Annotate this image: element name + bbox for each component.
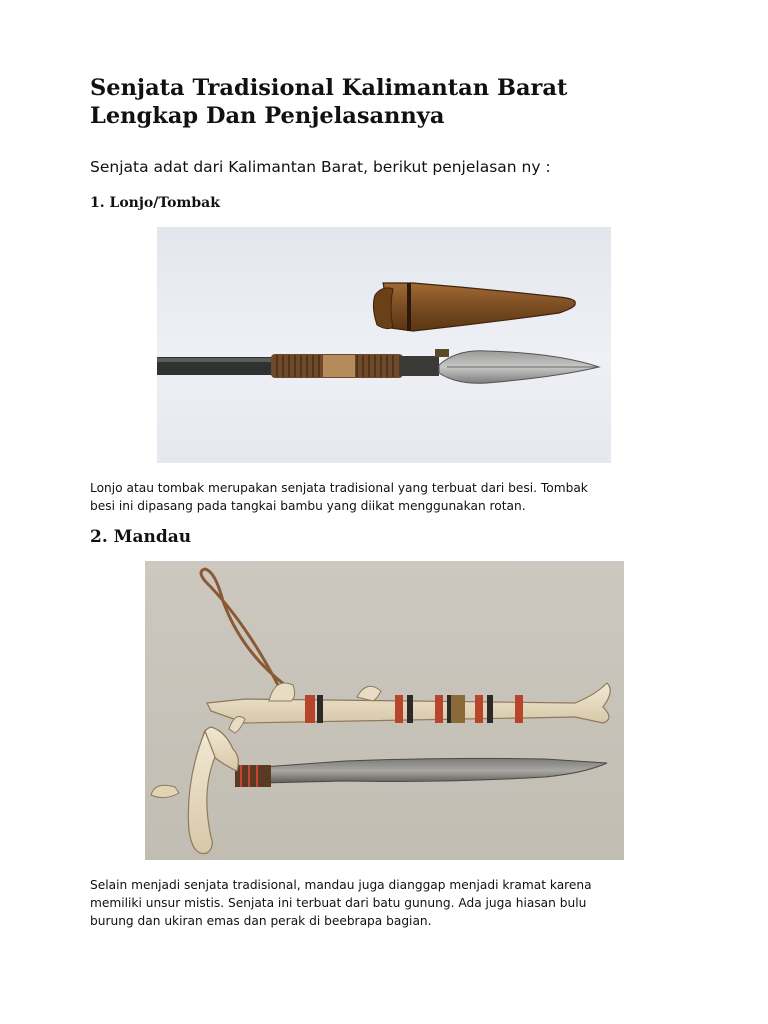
article-title: [90, 74, 710, 130]
article-title-line-1: Senjata Tradisional Kalimantan Barat: [90, 75, 568, 101]
mandau-description-line-2: memiliki unsur mistis. Senjata ini terbuat dari batu gunung. Ada juga hiasan bulu: [90, 896, 587, 910]
section-heading-lonjo: 1. Lonjo/Tombak: [90, 195, 220, 211]
article-title-line-2: Lengkap Dan Penjelasannya: [90, 103, 445, 129]
lonjo-description-line-1: Lonjo atau tombak merupakan senjata tradisional yang terbuat dari besi. Tombak: [90, 481, 588, 495]
mandau-description: [90, 876, 680, 930]
lonjo-tombak-photo: [157, 227, 611, 463]
mandau-photo: [145, 561, 624, 860]
section-heading-mandau: 2. Mandau: [90, 527, 192, 547]
mandau-description-line-3: burung dan ukiran emas dan perak di beebrapa bagian.: [90, 914, 432, 928]
intro-text: Senjata adat dari Kalimantan Barat, berikut penjelasan ny :: [90, 158, 551, 176]
mandau-description-line-1: Selain menjadi senjata tradisional, mandau juga dianggap menjadi kramat karena: [90, 878, 592, 892]
lonjo-description-line-2: besi ini dipasang pada tangkai bambu yang diikat menggunakan rotan.: [90, 499, 526, 513]
lonjo-description: [90, 479, 680, 515]
